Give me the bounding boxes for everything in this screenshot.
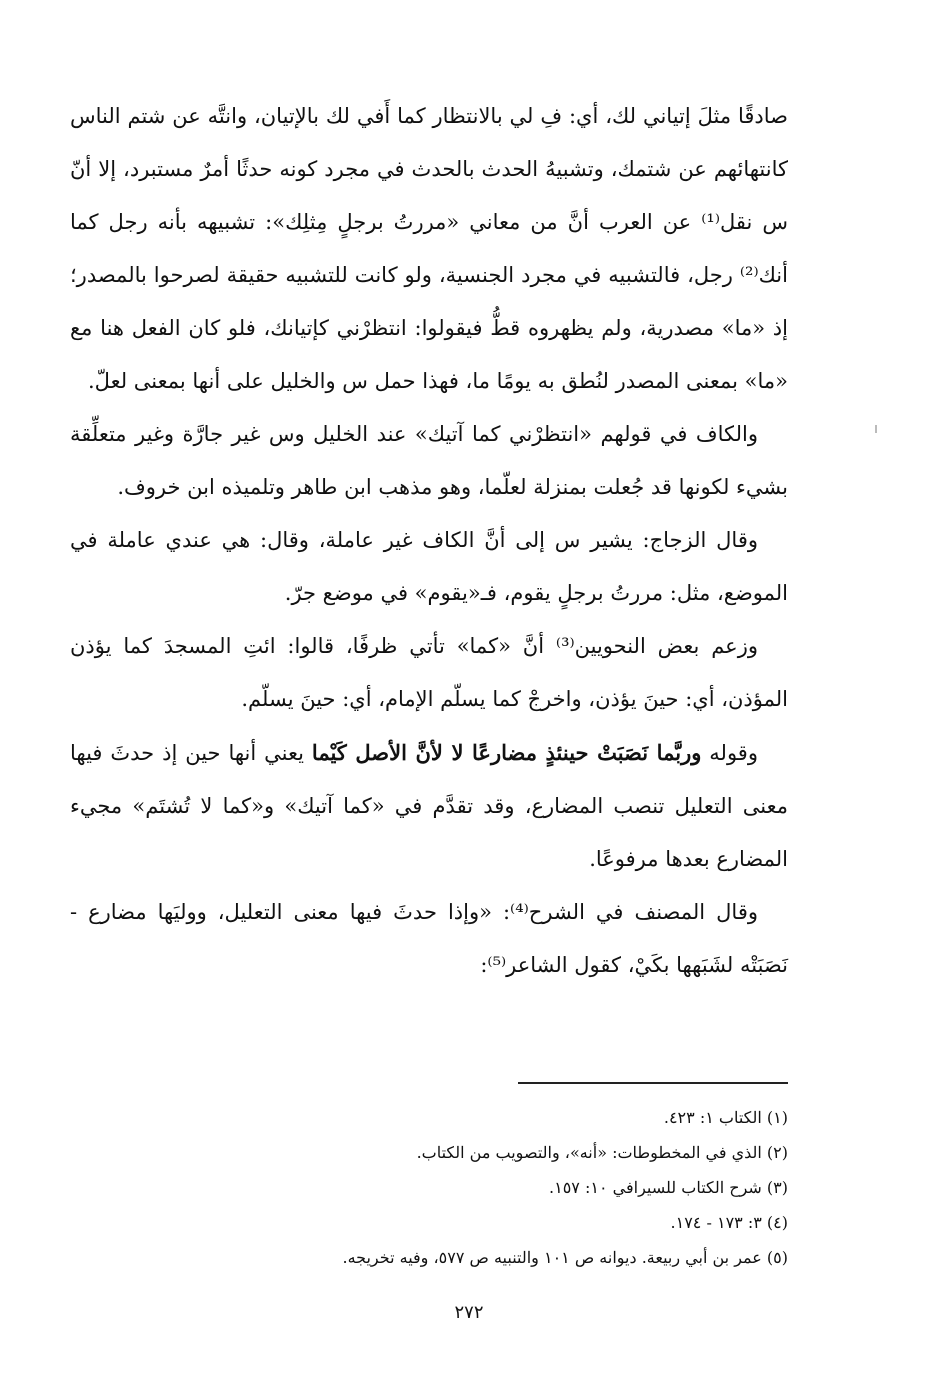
paragraph-5 (70, 726, 788, 886)
page-number: ٢٧٢ (454, 1302, 484, 1323)
paragraph-4: وزعم بعض النحويين⁽³⁾ أنَّ «كما» تأتي ظرفًا، قالوا: ائتِ المسجدَ كما يؤذن المؤذن، أي: حينَ يؤذن، واخرجْ كما يسلّم الإمام، أي: حينَ يسلّم. (70, 634, 788, 711)
paragraph-3: وقال الزجاج: يشير س إلى أنَّ الكاف غير عاملة، وقال: هي عندي عاملة في الموضع، مثل: مررتُ برجلٍ يقوم، فـ«يقوم» في موضع جرّ. (70, 528, 788, 605)
footnote-5: (٥) عمر بن أبي ربيعة. ديوانه ص ١٠١ والتنبيه ص ٥٧٧، وفيه تخريجه. (342, 1248, 788, 1267)
footnote-separator (518, 1082, 788, 1084)
footnote-2: (٢) الذي في المخطوطات: «أنه»، والتصويب من الكتاب. (416, 1143, 788, 1162)
paragraph-6: وقال المصنف في الشرح⁽⁴⁾: «وإذا حدثَ فيها معنى التعليل، ووليَها مضارع - نَصَبَتْه لشَبَهها بكَيْ، كقول الشاعر⁽⁵⁾: (70, 900, 788, 977)
paragraph-2: والكاف في قولهم «انتظرْني كما آتيك» عند الخليل وس غير جارَّة وغير متعلِّقة بشيء لكونها قد جُعلت بمنزلة لعلّما، وهو مذهب ابن طاهر وتلميذه ابن خروف. (70, 422, 788, 499)
paragraph-1: صادقًا مثلَ إتياني لك، أي: فِ لي بالانتظار كما أَفي لك بالإتيان، وانتَّه عن شتم الناس كانتهائهم عن شتمك، وتشبيهُ الحدث بالحدث في مجرد كونه حدثًا أمرٌ مستبرد، إلا أنّ س نقل⁽¹⁾ عن العرب أنَّ من معاني «مررتُ برجلٍ مِثلِك»: تشبيهه بأنه رجل كما أنك⁽²⁾ رجل، فالتشبيه في مجرد الجنسية، ولو كانت للتشبيه حقيقة لصرحوا بالمصدر؛ إذ «ما» مصدرية، ولم يظهروه قطُّ فيقولوا: انتظرْني كإتيانك، فلو كان الفعل هنا مع «ما» بمعنى المصدر لنُطق به يومًا ما، فهذا حمل س والخليل على أنها بمعنى لعلّ. (70, 104, 788, 393)
footnotes (70, 1100, 788, 1275)
footnote-3: (٣) شرح الكتاب للسيرافي ١٠: ١٥٧. (549, 1178, 788, 1197)
footnote-1: (١) الكتاب ١: ٤٢٣. (663, 1108, 788, 1127)
main-text (70, 90, 788, 992)
paragraph-5-lead: وقوله (701, 741, 758, 765)
margin-mark (875, 425, 877, 433)
paragraph-5-rest: يعني أنها حين إذ حدثَ فيها معنى التعليل تنصب المضارع، وقد تقدَّم في «كما آتيك» و«كما لا تُشتَم» مجيء المضارع بعدها مرفوعًا. (70, 741, 788, 871)
quoted-matn-bold: وربَّما نَصَبَتْ حينئذٍ مضارعًا لا لأنَّ الأصل كَيْما (311, 740, 702, 765)
footnote-4: (٤) ٣: ١٧٣ - ١٧٤. (670, 1213, 788, 1232)
